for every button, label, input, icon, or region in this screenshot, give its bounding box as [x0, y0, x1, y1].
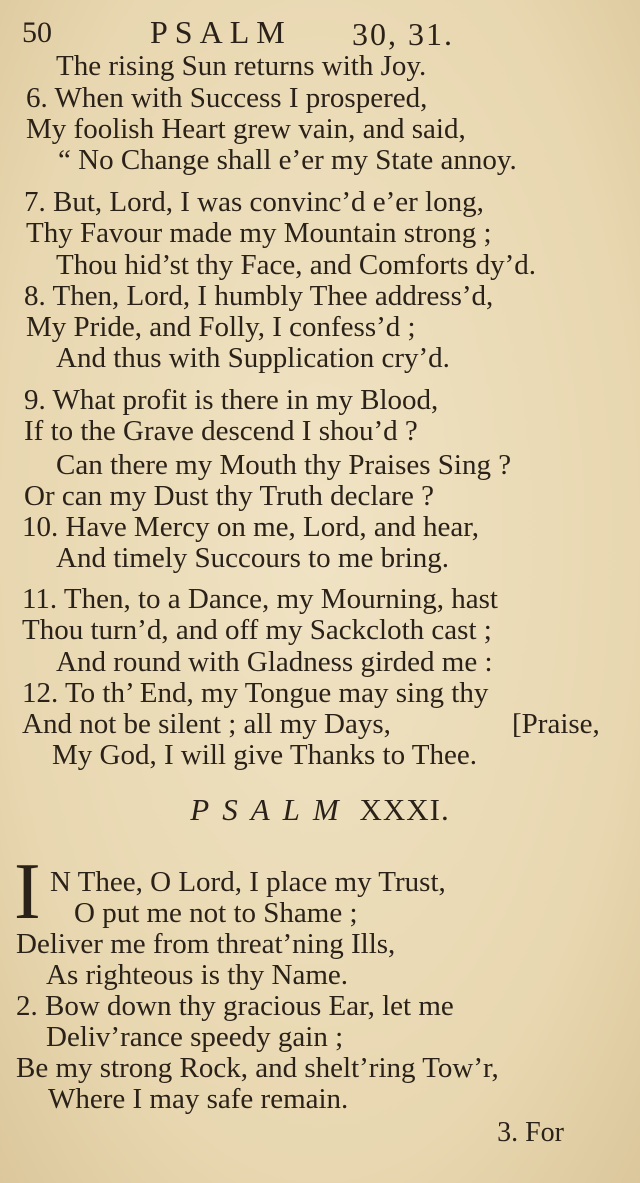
verse-line: And timely Succours to me bring.: [56, 542, 450, 574]
verse-line: Where I may safe remain.: [48, 1083, 349, 1115]
verse-line: Be my strong Rock, and shelt’ring Tow’r,: [16, 1052, 499, 1084]
verse-line: 7. But, Lord, I was convinc’d e’er long,: [24, 186, 484, 218]
verse-line: Thy Favour made my Mountain strong ;: [26, 217, 492, 249]
verse-line: 2. Bow down thy gracious Ear, let me: [16, 990, 454, 1022]
verse-line: And thus with Supplication cry’d.: [56, 342, 450, 374]
psalm-numbers: 30, 31.: [352, 16, 454, 52]
verse-line: 8. Then, Lord, I humbly Thee address’d,: [24, 280, 494, 312]
verse-line: Thou hid’st thy Face, and Comforts dy’d.: [56, 249, 537, 281]
verse-line: N Thee, O Lord, I place my Trust,: [50, 866, 446, 898]
verse-line: Thou turn’d, and off my Sackcloth cast ;: [22, 614, 492, 646]
verse-line: As righteous is thy Name.: [46, 959, 349, 991]
verse-line: The rising Sun returns with Joy.: [56, 50, 427, 82]
verse-line: Can there my Mouth thy Praises Sing ?: [56, 449, 512, 481]
verse-line: My God, I will give Thanks to Thee.: [52, 739, 478, 771]
verse-line: Deliver me from threat’ning Ills,: [16, 928, 396, 960]
verse-line: O put me not to Shame ;: [74, 897, 358, 929]
psalm-title-label: PSALM: [190, 792, 352, 827]
verse-line: Deliv’rance speedy gain ;: [46, 1021, 344, 1053]
verse-line: My Pride, and Folly, I confess’d ;: [26, 311, 416, 343]
drop-cap: I: [14, 848, 41, 936]
verse-line: And round with Gladness girded me :: [56, 646, 493, 678]
psalm-title: [0, 792, 640, 828]
page-number: 50: [22, 16, 52, 49]
verse-line: “ No Change shall e’er my State annoy.: [58, 144, 517, 176]
verse-line: My foolish Heart grew vain, and said,: [26, 113, 466, 145]
catchword: 3. For: [497, 1117, 564, 1148]
verse-line: If to the Grave descend I shou’d ?: [24, 415, 418, 447]
verse-line: 6. When with Success I prospered,: [26, 82, 428, 114]
verse-line: 12. To th’ End, my Tongue may sing thy: [22, 677, 489, 709]
verse-line: 9. What profit is there in my Blood,: [24, 384, 439, 416]
verse-line: 10. Have Mercy on me, Lord, and hear,: [22, 511, 480, 543]
page-header: [0, 12, 640, 52]
running-head: PSALM: [150, 14, 292, 50]
turnover-word: [Praise,: [512, 708, 600, 740]
verse-line: Or can my Dust thy Truth declare ?: [24, 480, 434, 512]
verse-line: 11. Then, to a Dance, my Mourning, hast: [22, 583, 498, 615]
psalm-title-number: XXXI.: [359, 792, 450, 827]
verse-line: And not be silent ; all my Days,: [22, 708, 391, 740]
